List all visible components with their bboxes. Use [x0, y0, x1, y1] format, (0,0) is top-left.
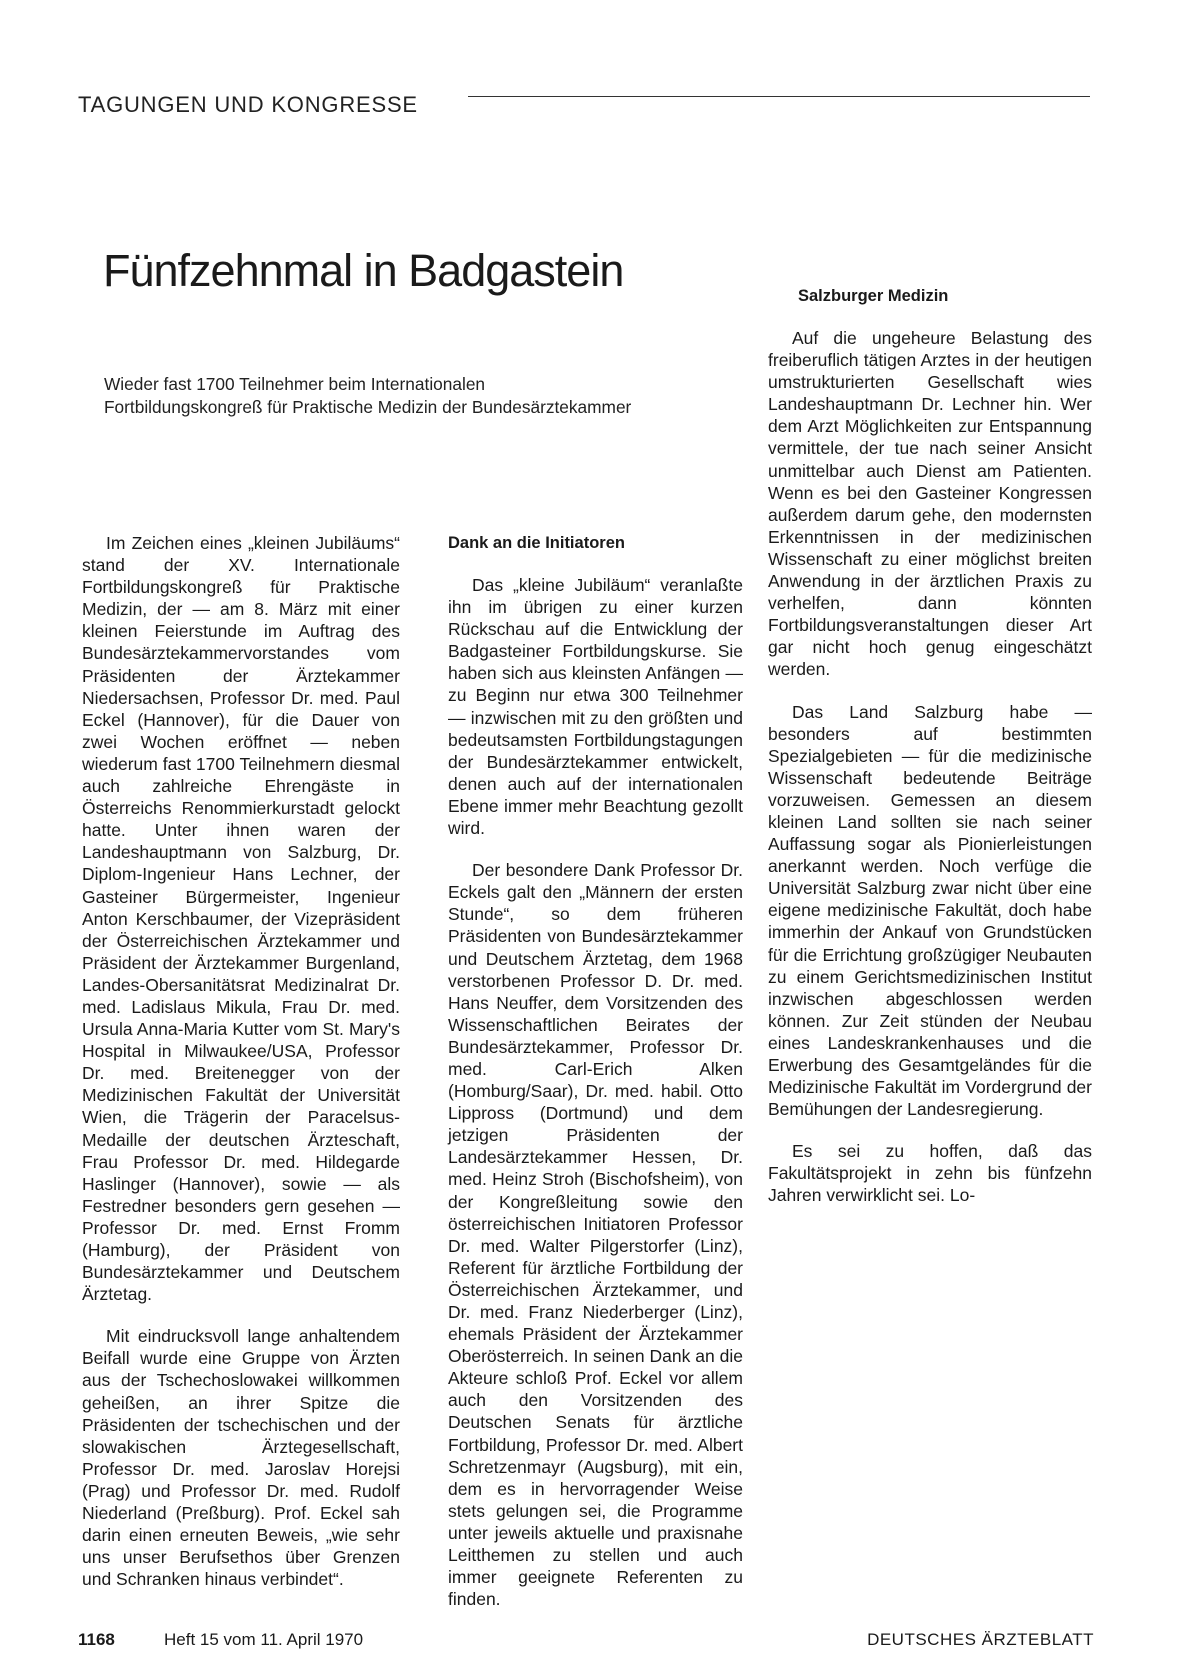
subtitle-line: Wieder fast 1700 Teilnehmer beim Internationalen [104, 374, 486, 394]
text-column-3 [768, 253, 1092, 1207]
text-column-2 [448, 532, 743, 1610]
section-subheading: Dank an die Initiatoren [448, 534, 625, 552]
page-number: 1168 [78, 1630, 115, 1649]
paragraph: Mit eindrucksvoll lange anhaltendem Beifall wurde eine Gruppe von Ärzten aus der Tschechoslowakei willkommen geheißen, an ihrer Spitze die Präsidenten der tschechischen und der slowakischen Ärztegesellschaft, Professor Dr. med. Jaroslav Horejsi (Prag) und Professor Dr. med. Rudolf Niederland (Preßburg). Prof. Eckel sah darin einen erneuten Beweis, „wie sehr uns unser Berufsethos über Grenzen und Schranken hinaus verbindet“. [82, 1326, 400, 1590]
section-heading: TAGUNGEN UND KONGRESSE [78, 92, 418, 117]
paragraph: Das „kleine Jubiläum“ veranlaßte ihn im übrigen zu einer kurzen Rückschau auf die Entwicklung der Badgasteiner Fortbildungskurse. Sie haben sich aus kleinsten Anfängen — zu Beginn nur etwa 300 Teilnehmer — inzwischen mit zu den größten und bedeutsamsten Fortbildungstagungen der Bundesärztekammer entwickelt, denen auch auf der internationalen Ebene immer mehr Beachtung gezollt wird. [448, 575, 743, 839]
paragraph: Es sei zu hoffen, daß das Fakultätsprojekt in zehn bis fünfzehn Jahren verwirklicht sei. Lo- [768, 1141, 1092, 1206]
subtitle-line: Fortbildungskongreß für Praktische Medizin der Bundesärztekammer [104, 397, 632, 417]
section-subheading: Salzburger Medizin [798, 287, 949, 305]
article-subtitle [104, 373, 744, 419]
issue-info: Heft 15 vom 11. April 1970 [164, 1630, 364, 1649]
paragraph: Auf die ungeheure Belastung des freiberuflich tätigen Arztes in der heutigen umstrukturierten Gesellschaft wies Landeshauptmann Dr. Lechner hin. Wer dem Arzt Möglichkeiten zur Entspannung vermittele, der tue nach seiner Ansicht unmittelbar auch Dienst am Patienten. Wenn es bei den Gasteiner Kongressen außerdem darum gehe, den modernsten Erkenntnissen in der medizinischen Wissenschaft zu einer möglichst breiten Anwendung in der ärztlichen Praxis zu verhelfen, dann könnten Fortbildungsveranstaltungen dieser Art gar nicht hoch genug eingeschätzt werden. [768, 328, 1092, 680]
section-rule [468, 96, 1090, 97]
article-title: Fünfzehnmal in Badgastein [103, 245, 624, 296]
paragraph: Im Zeichen eines „kleinen Jubiläums“ stand der XV. Internationale Fortbildungskongreß für Praktische Medizin, der — am 8. März mit einer kleinen Feierstunde im Auftrag des Bundesärztekammervorstandes vom Präsidenten der Ärztekammer Niedersachsen, Professor Dr. med. Paul Eckel (Hannover), für die Dauer von zwei Wochen eröffnet — neben wiederum fast 1700 Teilnehmern diesmal auch zahlreiche Ehrengäste in Österreichs Renommierkurstadt gelockt hatte. Unter ihnen waren der Landeshauptmann von Salzburg, Dr. Diplom-Ingenieur Hans Lechner, der Gasteiner Bürgermeister, Ingenieur Anton Kerschbaumer, der Vizepräsident der Österreichischen Ärztekammer und Präsident der Ärztekammer Burgenland, Landes-Obersanitätsrat Medizinalrat Dr. med. Ladislaus Mikula, Frau Dr. med. Ursula Anna-Maria Kutter vom St. Mary's Hospital in Milwaukee/USA, Professor Dr. med. Breitenegger von der Medizinischen Fakultät der Universität Wien, die Trägerin der Paracelsus-Medaille der deutschen Ärzteschaft, Frau Professor Dr. med. Hildegarde Haslinger (Hannover), sowie — als Festredner besonders gern gesehen — Professor Dr. med. Ernst Fromm (Hamburg), der Präsident von Bundesärztekammer und Deutschem Ärztetag. [82, 533, 400, 1305]
paragraph: Der besondere Dank Professor Dr. Eckels galt den „Männern der ersten Stunde“, so dem früheren Präsidenten von Bundesärztekammer und Deutschem Ärztetag, dem 1968 verstorbenen Professor D. Dr. med. Hans Neuffer, dem Vorsitzenden des Wissenschaftlichen Beirates der Bundesärztekammer, Professor Dr. med. Carl-Erich Alken (Homburg/Saar), Dr. med. habil. Otto Lippross (Dortmund) und dem jetzigen Präsidenten der Landesärztekammer Hessen, Dr. med. Heinz Stroh (Bischofsheim), von der Kongreßleitung sowie den österreichischen Initiatoren Professor Dr. med. Walter Pilgerstorfer (Linz), Referent für ärztliche Fortbildung der Österreichischen Ärztekammer, und Dr. med. Franz Niederberger (Linz), ehemals Präsident der Ärztekammer Oberösterreich. In seinen Dank an die Akteure schloß Prof. Eckel vor allem auch den Vorsitzenden des Deutschen Senats für ärztliche Fortbildung, Professor Dr. med. Albert Schretzenmayr (Augsburg), mit ein, dem es in hervorragender Weise stets gelungen sei, die Programme unter jeweils aktuelle und praxisnahe Leitthemen zu stellen und auch immer geeignete Referenten zu finden. [448, 860, 743, 1610]
paragraph: Das Land Salzburg habe — besonders auf bestimmten Spezialgebieten — für die medizinische Wissenschaft bedeutende Beiträge vorzuweisen. Gemessen an diesem kleinen Land sollten sie nach seiner Auffassung sogar als Pionierleistungen anerkannt werden. Noch verfüge die Universität Salzburg zwar nicht über eine eigene medizinische Fakultät, doch habe immerhin der Ankauf von Grundstücken für die Errichtung großzügiger Neubauten zu einem Gerichtsmedizinischen Institut inzwischen abgeschlossen werden können. Zur Zeit stünden der Neubau eines Landeskrankenhauses und die Erwerbung des Gesamtgeländes für die Medizinische Fakultät im Vordergrund der Bemühungen der Landesregierung. [768, 701, 1092, 1120]
text-column-1 [82, 532, 400, 1590]
journal-name: DEUTSCHES ÄRZTEBLATT [867, 1630, 1094, 1649]
